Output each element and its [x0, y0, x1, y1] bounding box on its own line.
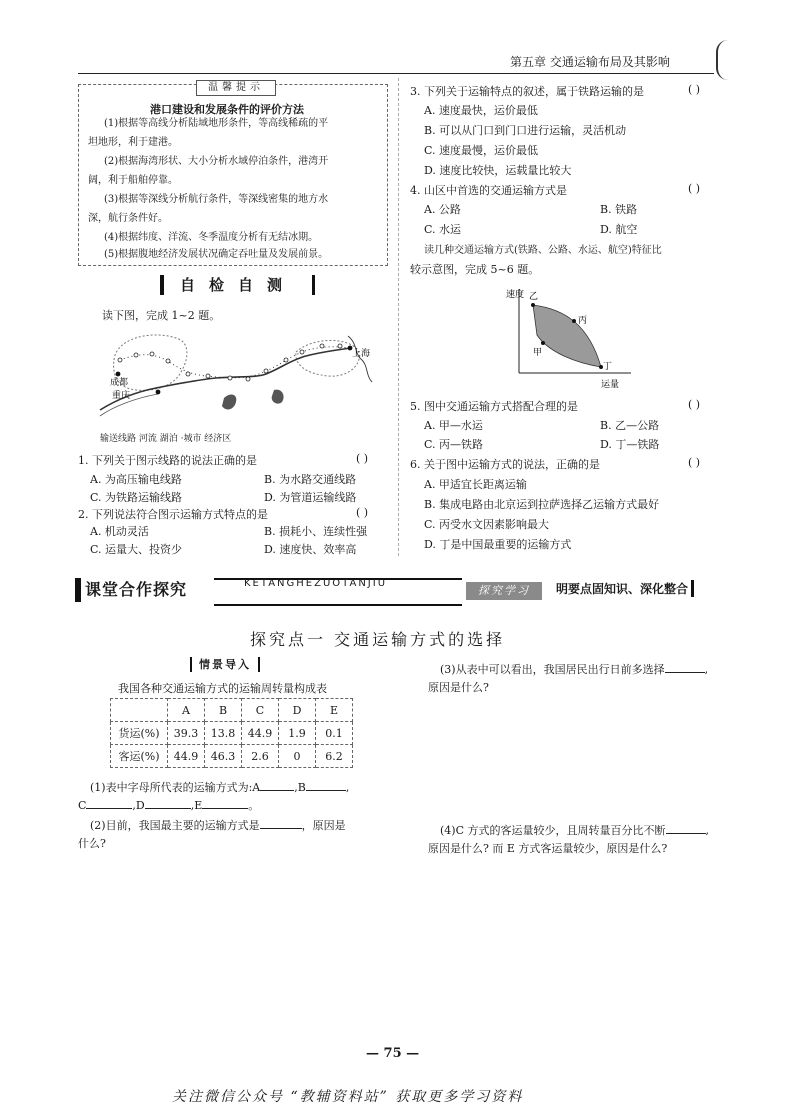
- graph-xlabel: 运量: [601, 380, 620, 390]
- table-header-row: [111, 699, 353, 722]
- tip-line: 阔，利于船舶停靠。: [88, 175, 178, 186]
- answer-paren: ( ): [688, 83, 701, 96]
- table-cell: [111, 699, 168, 722]
- option: C. 水运: [424, 223, 462, 236]
- subquestion-3-text: (3)从表中可以看出，我国居民出行日前多选择: [440, 663, 665, 676]
- map-label-chongqing: 重庆: [112, 391, 131, 401]
- map-label-chengdu: 成都: [110, 378, 129, 388]
- subquestion-2-text: ，原因是: [301, 819, 346, 832]
- question-6-stem: 6. 关于图中运输方式的说法，正确的是: [410, 458, 600, 471]
- table-cell: 1.9: [279, 722, 316, 745]
- table-row: [111, 722, 353, 745]
- table-title: 我国各种交通运输方式的运输周转量构成表: [118, 682, 327, 695]
- table-cell: D: [279, 699, 316, 722]
- answer-blank[interactable]: [260, 818, 302, 829]
- graph-label-yi: 乙: [529, 292, 539, 302]
- table-cell: B: [205, 699, 242, 722]
- table-cell: E: [316, 699, 353, 722]
- option: A. 甲—水运: [424, 419, 483, 432]
- option: C. 运量大、投资少: [90, 543, 183, 556]
- option: A. 速度最快，运价最低: [424, 104, 538, 117]
- table-cell: 13.8: [205, 722, 242, 745]
- tip-line: 深，航行条件好。: [88, 213, 168, 224]
- option: D. 为管道运输线路: [264, 491, 357, 504]
- answer-paren: ( ): [356, 452, 369, 465]
- option: B. 集成电路由北京运到拉萨选择乙运输方式最好: [424, 498, 660, 511]
- answer-blank[interactable]: [306, 780, 346, 791]
- self-test-title: 自检自测: [160, 275, 315, 295]
- header-rule: [78, 73, 714, 74]
- section-banner-tag: 探究学习: [466, 582, 542, 600]
- subquestion-3: [440, 661, 708, 677]
- table-cell: A: [168, 699, 205, 722]
- table-cell: 44.9: [242, 722, 279, 745]
- option: C. 为铁路运输线路: [90, 491, 183, 504]
- intro-5-6: 读几种交通运输方式(铁路、公路、水运、航空)特征比: [424, 245, 662, 256]
- scene-badge: 情景导入: [190, 657, 260, 672]
- option: D. 速度快、效率高: [264, 543, 357, 556]
- answer-blank[interactable]: [260, 780, 294, 791]
- option: C. 速度最慢，运价最低: [424, 144, 539, 157]
- answer-blank[interactable]: [86, 798, 132, 809]
- option: A. 机动灵活: [90, 525, 149, 538]
- map-legend: 输送线路 河流 湖泊 ·城市 经济区: [100, 434, 232, 444]
- subquestion-4: [440, 822, 709, 838]
- table-cell: 0: [279, 745, 316, 768]
- option: B. 铁路: [600, 203, 638, 216]
- option: B. 为水路交通线路: [264, 473, 357, 486]
- subquestion-1-text: C: [78, 799, 87, 812]
- subquestion-4-cont: 原因是什么? 而 E 方式客运量较少，原因是什么?: [428, 842, 668, 855]
- intro-5-6-cont: 较示意图，完成 5~6 题。: [410, 263, 540, 276]
- tip-line: (3)根据等深线分析航行条件，等深线密集的地方水: [104, 194, 329, 205]
- self-test-intro: 读下图，完成 1~2 题。: [102, 309, 221, 322]
- option: B. 损耗小、连续性强: [264, 525, 368, 538]
- graph-label-jia: 甲: [533, 348, 543, 358]
- option: B. 可以从门口到门口进行运输，灵活机动: [424, 124, 627, 137]
- tip-line: 坦地形，利于建港。: [88, 137, 178, 148]
- section-banner-title: 课堂合作探究: [75, 578, 220, 602]
- table-cell: 39.3: [168, 722, 205, 745]
- tip-line: (2)根据海湾形状、大小分析水域停泊条件，港湾开: [104, 156, 329, 167]
- subquestion-4-text: (4)C 方式的客运量较少，且周转量百分比不断: [440, 824, 666, 837]
- option: A. 甲适宜长距离运输: [424, 478, 527, 491]
- tip-heading: 港口建设和发展条件的评价方法: [150, 103, 304, 116]
- option: A. 为高压输电线路: [90, 473, 182, 486]
- subquestion-2-text: (2)目前，我国最主要的运输方式是: [90, 819, 260, 832]
- tip-line: (5)根据腹地经济发展状况确定吞吐量及发展前景。: [104, 249, 329, 260]
- page-number: — 75 —: [366, 1046, 420, 1061]
- subquestion-1-text: ,D: [132, 799, 145, 812]
- answer-paren: ( ): [688, 182, 701, 195]
- subquestion-2-cont: 什么?: [78, 837, 106, 850]
- subquestion-1: [90, 779, 349, 795]
- option: D. 航空: [600, 223, 638, 236]
- answer-paren: ( ): [356, 506, 369, 519]
- subquestion-3-text: ,: [704, 663, 709, 676]
- tip-line: (1)根据等高线分析陆域地形条件，等高线稀疏的平: [104, 118, 329, 129]
- question-1-stem: 1. 下列关于图示线路的说法正确的是: [78, 454, 257, 467]
- graph-ylabel: 速度: [506, 290, 525, 300]
- question-4-stem: 4. 山区中首选的交通运输方式是: [410, 184, 567, 197]
- subquestion-3-cont: 原因是什么?: [428, 681, 489, 694]
- table-cell: 6.2: [316, 745, 353, 768]
- subquestion-1-text: ,: [345, 781, 350, 794]
- map-label-shanghai: 上海: [352, 349, 371, 359]
- option: B. 乙—公路: [600, 419, 660, 432]
- option: A. 公路: [424, 203, 461, 216]
- option: D. 丁是中国最重要的运输方式: [424, 538, 572, 551]
- table-cell: 0.1: [316, 722, 353, 745]
- subquestion-1-cont: [78, 797, 259, 813]
- answer-blank[interactable]: [665, 662, 705, 673]
- column-divider: [398, 78, 399, 556]
- tip-line: (4)根据纬度、洋流、冬季温度分析有无结冰期。: [104, 232, 319, 243]
- subquestion-1-text: ,E: [190, 799, 203, 812]
- header-ornament: [716, 40, 730, 80]
- table-row: [111, 745, 353, 768]
- table-cell: 46.3: [205, 745, 242, 768]
- chapter-header: 第五章 交通运输布局及其影响: [510, 55, 670, 69]
- tip-badge: 温馨提示: [196, 80, 276, 96]
- answer-blank[interactable]: [666, 823, 706, 834]
- yangtze-route-map: [96, 330, 392, 430]
- footer-note: 关注微信公众号 “教辅资料站” 获取更多学习资料: [172, 1089, 524, 1105]
- section-banner-subtitle: 明要点固知识、深化整合: [556, 580, 694, 597]
- graph-label-ding: 丁: [603, 362, 613, 372]
- section-title: 探究点一 交通运输方式的选择: [250, 630, 506, 649]
- question-3-stem: 3. 下列关于运输特点的叙述，属于铁路运输的是: [410, 85, 644, 98]
- answer-paren: ( ): [688, 398, 701, 411]
- table-cell: C: [242, 699, 279, 722]
- option: D. 丁—铁路: [600, 438, 660, 451]
- subquestion-2: [90, 817, 346, 833]
- transport-comparison-graph: [505, 283, 635, 393]
- subquestion-1-text: 。: [248, 799, 260, 812]
- answer-paren: ( ): [688, 456, 701, 469]
- table-cell: 2.6: [242, 745, 279, 768]
- question-5-stem: 5. 图中交通运输方式搭配合理的是: [410, 400, 578, 413]
- section-banner-pinyin: KETANGHEZUOTANJIU: [244, 578, 388, 589]
- graph-label-bing: 丙: [578, 316, 588, 326]
- answer-blank[interactable]: [202, 798, 248, 809]
- option: D. 速度比较快，运载量比较大: [424, 164, 572, 177]
- subquestion-1-text: (1)表中字母所代表的运输方式为:A: [90, 781, 261, 794]
- answer-blank[interactable]: [145, 798, 191, 809]
- subquestion-4-text: ,: [705, 824, 709, 837]
- table-cell: 44.9: [168, 745, 205, 768]
- table-cell: 客运(%): [111, 745, 168, 768]
- question-2-stem: 2. 下列说法符合图示运输方式特点的是: [78, 508, 268, 521]
- subquestion-1-text: ,B: [294, 781, 306, 794]
- option: C. 丙受水文因素影响最大: [424, 518, 550, 531]
- option: C. 丙—铁路: [424, 438, 484, 451]
- table-cell: 货运(%): [111, 722, 168, 745]
- transport-table: [110, 698, 353, 768]
